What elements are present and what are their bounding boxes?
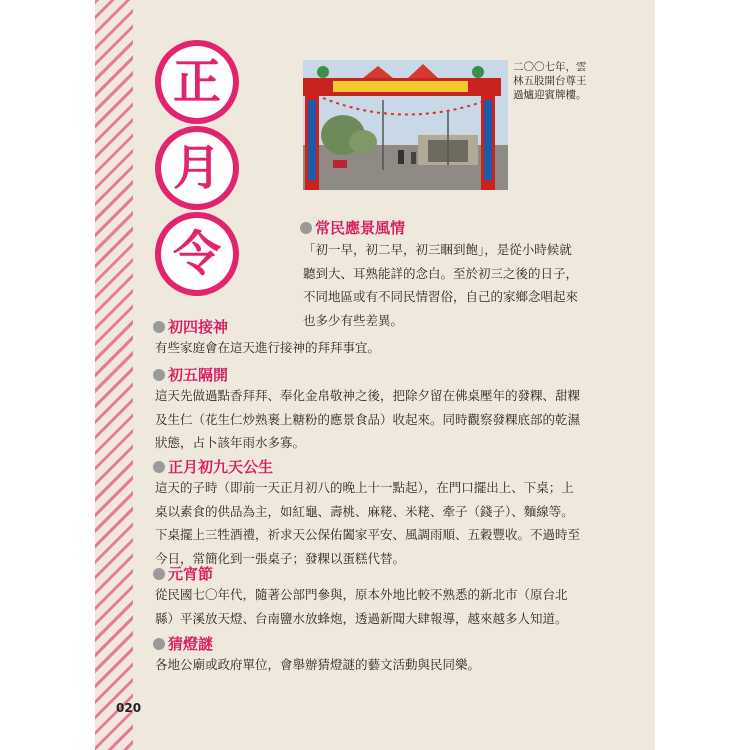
- section-heading-1-text: 常民應景風情: [315, 219, 406, 237]
- section-heading-2: [153, 316, 228, 337]
- title-circle-3: [155, 212, 239, 296]
- section-body-2: 有些家庭會在這天進行接神的拜拜事宜。: [155, 340, 381, 355]
- bullet-dot-icon: [153, 568, 165, 580]
- title-char-1: 正: [161, 46, 233, 118]
- page-number: 020: [116, 701, 142, 715]
- section-body-5: 從民國七〇年代，隨著公部門參與，原本外地比較不熟悉的新北市（原台北縣）平溪放天燈、台南鹽水放蜂炮，透過新聞大肆報導，越來越多人知道。: [155, 587, 568, 626]
- section-body-3: 這天先做過點香拜拜、奉化金帛敬神之後，把除夕留在佛桌壓年的發粿、甜粿及生仁（花生仁炒熟裹上糖粉的應景食品）收起來。同時觀察發粿底部的乾濕狀態，占卜該年雨水多寡。: [155, 388, 581, 450]
- section-heading-6: [153, 633, 213, 654]
- title-char-2: 月: [161, 132, 233, 204]
- section-heading-2-text: 初四接神: [168, 318, 229, 336]
- decorative-stripes: [95, 0, 133, 750]
- section-heading-5-text: 元宵節: [168, 565, 214, 583]
- section-body-1: 「初一早，初二早，初三睏到飽」，是從小時候就聽到大、耳熟能詳的念白。至於初三之後的日子，不同地區或有不同民情習俗，自己的家鄉念唱起來也多少有些差異。: [303, 242, 579, 328]
- section-heading-1: [300, 217, 405, 238]
- section-heading-4: [153, 456, 273, 477]
- bullet-dot-icon: [153, 321, 165, 333]
- section-heading-6-text: 猜燈謎: [168, 635, 214, 653]
- gate-photo: [303, 60, 508, 190]
- section-body-6: 各地公廟或政府單位，會舉辦猜燈謎的藝文活動與民同樂。: [155, 657, 481, 672]
- bullet-dot-icon: [153, 461, 165, 473]
- title-circle-2: [155, 126, 239, 210]
- title-char-3: 令: [161, 218, 233, 290]
- section-heading-3-text: 初五隔開: [168, 366, 229, 384]
- title-circle-1: [155, 40, 239, 124]
- section-heading-4-text: 正月初九天公生: [168, 458, 274, 476]
- photo-caption: 二〇〇七年，雲林五股開台尊王過爐迎賓牌樓。: [513, 61, 587, 101]
- bullet-dot-icon: [153, 369, 165, 381]
- section-body-4: 這天的子時（即前一天正月初八的晚上十一點起），在門口擺出上、下桌；上桌以素食的供品為主，如紅龜、壽桃、麻粩、米粩、牽子（錢子）、麵線等。下桌擺上三牲酒禮，祈求天公保佑闔家平安、風調雨順、五穀豐收。不過時至今日，常簡化到一張桌子；發粿以蛋糕代替。: [155, 480, 581, 566]
- bullet-dot-icon: [300, 222, 312, 234]
- bullet-dot-icon: [153, 638, 165, 650]
- section-heading-3: [153, 364, 228, 385]
- section-heading-5: [153, 563, 213, 584]
